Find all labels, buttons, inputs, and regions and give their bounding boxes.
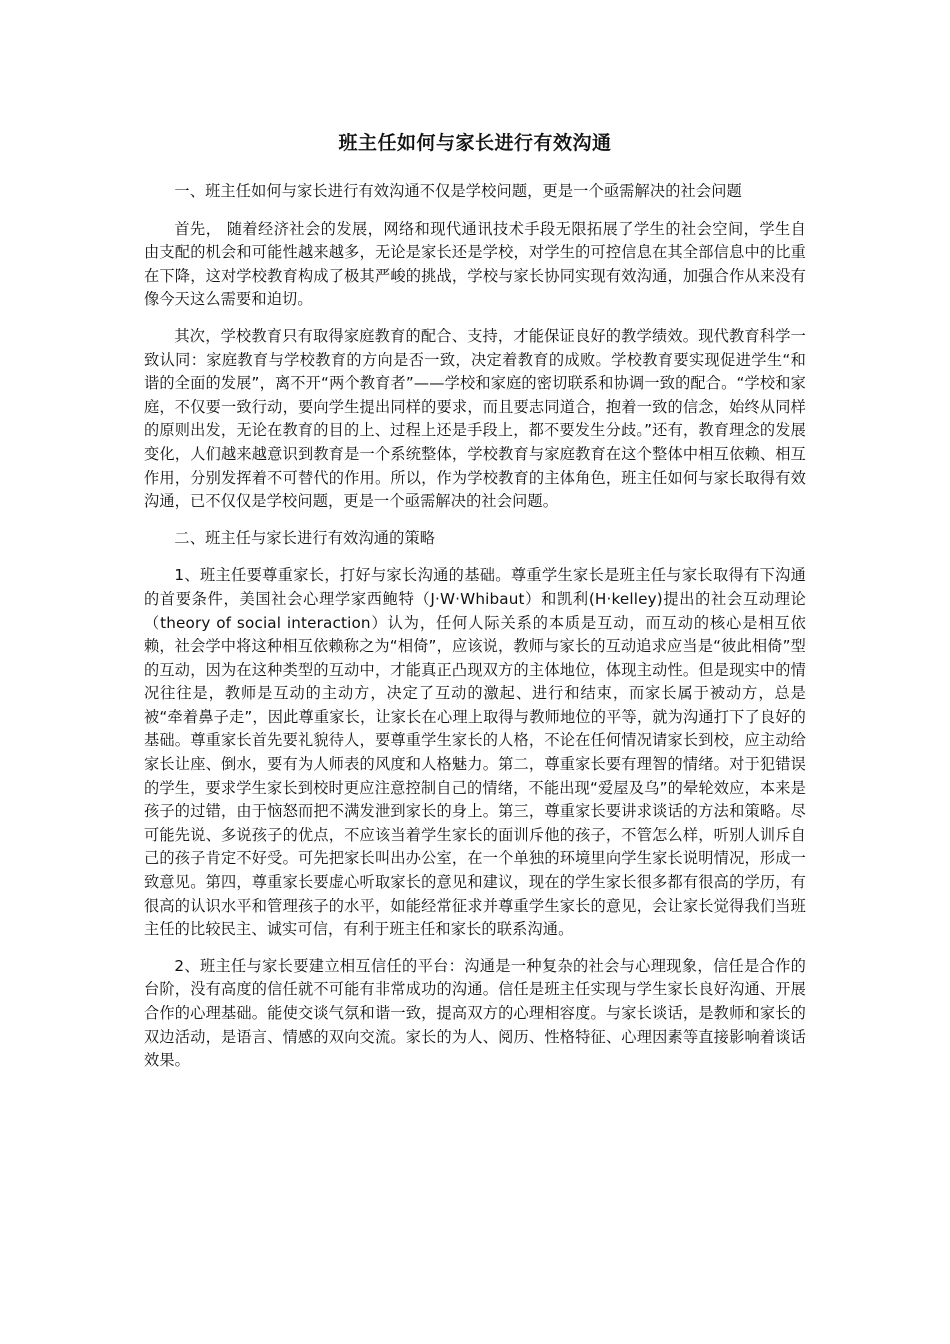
paragraph-strategy-1: 1、班主任要尊重家长，打好与家长沟通的基础。尊重学生家长是班主任与家长取得有下沟通的首要条件，美国社会心理学家西鲍特（J·W·Whibaut）和凯利(H·kelley)提出的社会互动理论（theory of social interaction）认为，任何人际关系的本质是互动，而互动的核心是相互依赖，社会学中将这种相互依赖称之为“相倚”，应该说，教师与家长的互动追求应当是“彼此相倚”型的互动，因为在这种类型的互动中，才能真正凸现双方的主体地位，体现主动性。但是现实中的情况往往是，教师是互动的主动方，决定了互动的激起、进行和结束，而家长属于被动方，总是被“牵着鼻子走”，因此尊重家长，让家长在心理上取得与教师地位的平等，就为沟通打下了良好的基础。尊重家长首先要礼貌待人，要尊重学生家长的人格，不论在任何情况请家长到校，应主动给家长让座、倒水，要有为人师表的风度和人格魅力。第二，尊重家长要有理智的情绪。对于犯错误的学生，要求学生家长到校时更应注意控制自己的情绪，不能出现“爱屋及乌”的晕轮效应，本来是孩子的过错，由于恼怒而把不满发泄到家长的身上。第三，尊重家长要讲求谈话的方法和策略。尽可能先说、多说孩子的优点，不应该当着学生家长的面训斥他的孩子，不管怎么样，听别人训斥自己的孩子肯定不好受。可先把家长叫出办公室，在一个单独的环境里向学生家长说明情况，形成一致意见。第四，尊重家长要虚心听取家长的意见和建议，现在的学生家长很多都有很高的学历，有很高的认识水平和管理孩子的水平，如能经常征求并尊重学生家长的意见，会让家长觉得我们当班主任的比较民主、诚实可信，有利于班主任和家长的联系沟通。	[144, 566, 806, 939]
paragraph-second: 其次，学校教育只有取得家庭教育的配合、支持，才能保证良好的教学绩效。现代教育科学一致认同：家庭教育与学校教育的方向是否一致，决定着教育的成败。学校教育要实现促进学生“和谐的全面的发展”，离不开“两个教育者”——学校和家庭的密切联系和协调一致的配合。“学校和家庭，不仅要一致行动，要向学生提出同样的要求，而且要志同道合，抱着一致的信念，始终从同样的原则出发，无论在教育的目的上、过程上还是手段上，都不要发生分歧。”还有，教育理念的发展变化，人们越来越意识到教育是一个系统整体，学校教育与家庭教育在这个整体中相互依赖、相互作用，分别发挥着不可替代的作用。所以，作为学校教育的主体角色，班主任如何与家长取得有效沟通，已不仅仅是学校问题，更是一个亟需解决的社会问题。	[144, 326, 806, 511]
section-heading-2: 二、班主任与家长进行有效沟通的策略	[174, 528, 436, 547]
document-page	[144, 128, 806, 1086]
paragraph-first: 首先， 随着经济社会的发展，网络和现代通讯技术手段无限拓展了学生的社会空间，学生自由支配的机会和可能性越来越多，无论是家长还是学校，对学生的可控信息在其全部信息中的比重在下降，这对学校教育构成了极其严峻的挑战，学校与家长协同实现有效沟通，加强合作从来没有像今天这么需要和迫切。	[144, 219, 806, 309]
document-title: 班主任如何与家长进行有效沟通	[338, 132, 612, 154]
section-heading-1: 一、班主任如何与家长进行有效沟通不仅是学校问题，更是一个亟需解决的社会问题	[174, 182, 742, 200]
paragraph-strategy-2: 2、班主任与家长要建立相互信任的平台：沟通是一种复杂的社会与心理现象，信任是合作的台阶，没有高度的信任就不可能有非常成功的沟通。信任是班主任实现与学生家长良好沟通、开展合作的心理基础。能使交谈气氛和谐一致，提高双方的心理相容度。与家长谈话，是教师和家长的双边活动，是语言、情感的双向交流。家长的为人、阅历、性格特征、心理因素等直接影响着谈话效果。	[144, 956, 806, 1070]
